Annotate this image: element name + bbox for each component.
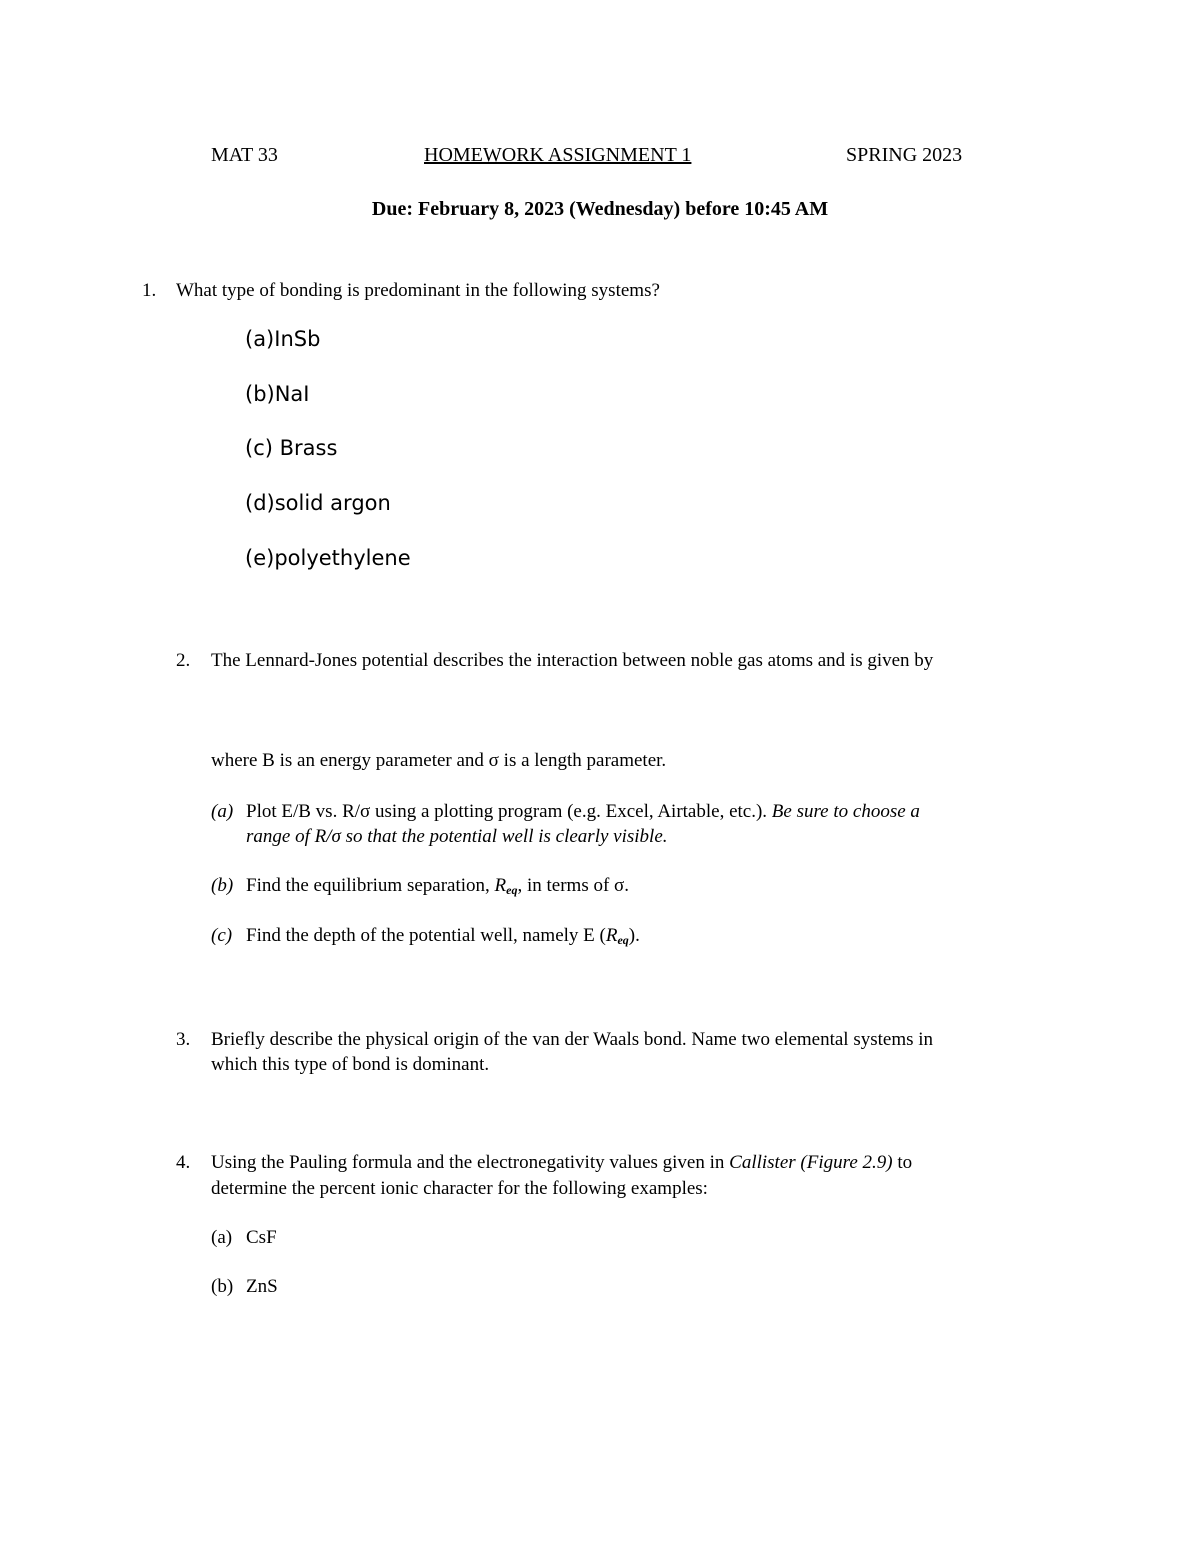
q4-item-text: CsF bbox=[246, 1227, 277, 1248]
q2b-pre: Find the equilibrium separation, bbox=[246, 875, 490, 896]
q4-item-label: (a) bbox=[211, 1227, 233, 1248]
assignment-title: HOMEWORK ASSIGNMENT 1 bbox=[424, 144, 692, 166]
q2c-label: (c) bbox=[211, 925, 233, 946]
q2c-post: ). bbox=[628, 925, 640, 946]
q4-line1-post: to bbox=[897, 1152, 913, 1173]
q1-item-text: InSb bbox=[274, 327, 321, 351]
q4-item-text: ZnS bbox=[246, 1276, 278, 1297]
q1-item bbox=[245, 491, 391, 515]
q4-reference: Callister (Figure 2.9) bbox=[729, 1152, 893, 1173]
q2b-post: , in terms of σ. bbox=[517, 875, 630, 896]
q2a-label: (a) bbox=[211, 801, 234, 822]
term: SPRING 2023 bbox=[846, 144, 963, 166]
req-var: $R_{eq}$ bbox=[605, 925, 629, 947]
q2a-text: Plot E/B vs. R/σ using a plotting program (e.g. Excel, Airtable, etc.). bbox=[246, 801, 768, 822]
q2b-text bbox=[246, 875, 629, 898]
q1-item-label: (e) bbox=[245, 546, 275, 570]
q1-item-label: (a) bbox=[245, 327, 275, 351]
q2c-text bbox=[246, 925, 640, 948]
q1-item-label: (c) bbox=[245, 436, 273, 460]
q3-line2: which this type of bond is dominant. bbox=[211, 1054, 490, 1075]
req-var: $R_{eq}$ bbox=[494, 875, 518, 897]
q2c-pre: Find the depth of the potential well, namely E ( bbox=[246, 925, 606, 946]
q4-number: 4. bbox=[176, 1152, 191, 1173]
req-subscript: eq bbox=[506, 883, 518, 897]
q1-item-label: (d) bbox=[245, 491, 275, 515]
q2a-italic-note: Be sure to choose a bbox=[771, 801, 920, 822]
course-code: MAT 33 bbox=[211, 144, 278, 166]
req-subscript: eq bbox=[617, 933, 629, 947]
q4-line2: determine the percent ionic character for the following examples: bbox=[211, 1178, 708, 1199]
q4-line1 bbox=[211, 1152, 912, 1174]
q2-text: The Lennard-Jones potential describes the interaction between noble gas atoms and is given by bbox=[211, 650, 934, 671]
q2a-line1 bbox=[246, 801, 920, 823]
q1-item bbox=[245, 382, 310, 406]
q1-item-text: polyethylene bbox=[274, 546, 411, 570]
q1-item-text: solid argon bbox=[274, 491, 391, 515]
q3-line1: Briefly describe the physical origin of the van der Waals bond. Name two elemental systems in bbox=[211, 1029, 934, 1050]
q2-where: where B is an energy parameter and σ is a length parameter. bbox=[211, 750, 667, 771]
q4-item bbox=[211, 1276, 233, 1298]
q2-number: 2. bbox=[176, 650, 191, 671]
due-date: Due: February 8, 2023 (Wednesday) before 10:45 AM bbox=[371, 198, 829, 220]
q1-item bbox=[245, 327, 320, 351]
q1-item-text: Brass bbox=[279, 436, 338, 460]
q1-text: What type of bonding is predominant in the following systems? bbox=[176, 280, 660, 301]
q2b-label: (b) bbox=[211, 875, 234, 896]
q4-item bbox=[211, 1227, 232, 1249]
q3-number: 3. bbox=[176, 1029, 191, 1050]
q1-item-text: NaI bbox=[274, 382, 310, 406]
q1-item bbox=[245, 436, 337, 460]
q1-item bbox=[245, 546, 411, 570]
q4-line1-pre: Using the Pauling formula and the electronegativity values given in bbox=[211, 1152, 725, 1173]
q4-item-label: (b) bbox=[211, 1276, 234, 1297]
q1-number: 1. bbox=[142, 280, 157, 301]
q1-item-label: (b) bbox=[245, 382, 275, 406]
q2a-line2: range of R/σ so that the potential well is clearly visible. bbox=[246, 826, 668, 847]
